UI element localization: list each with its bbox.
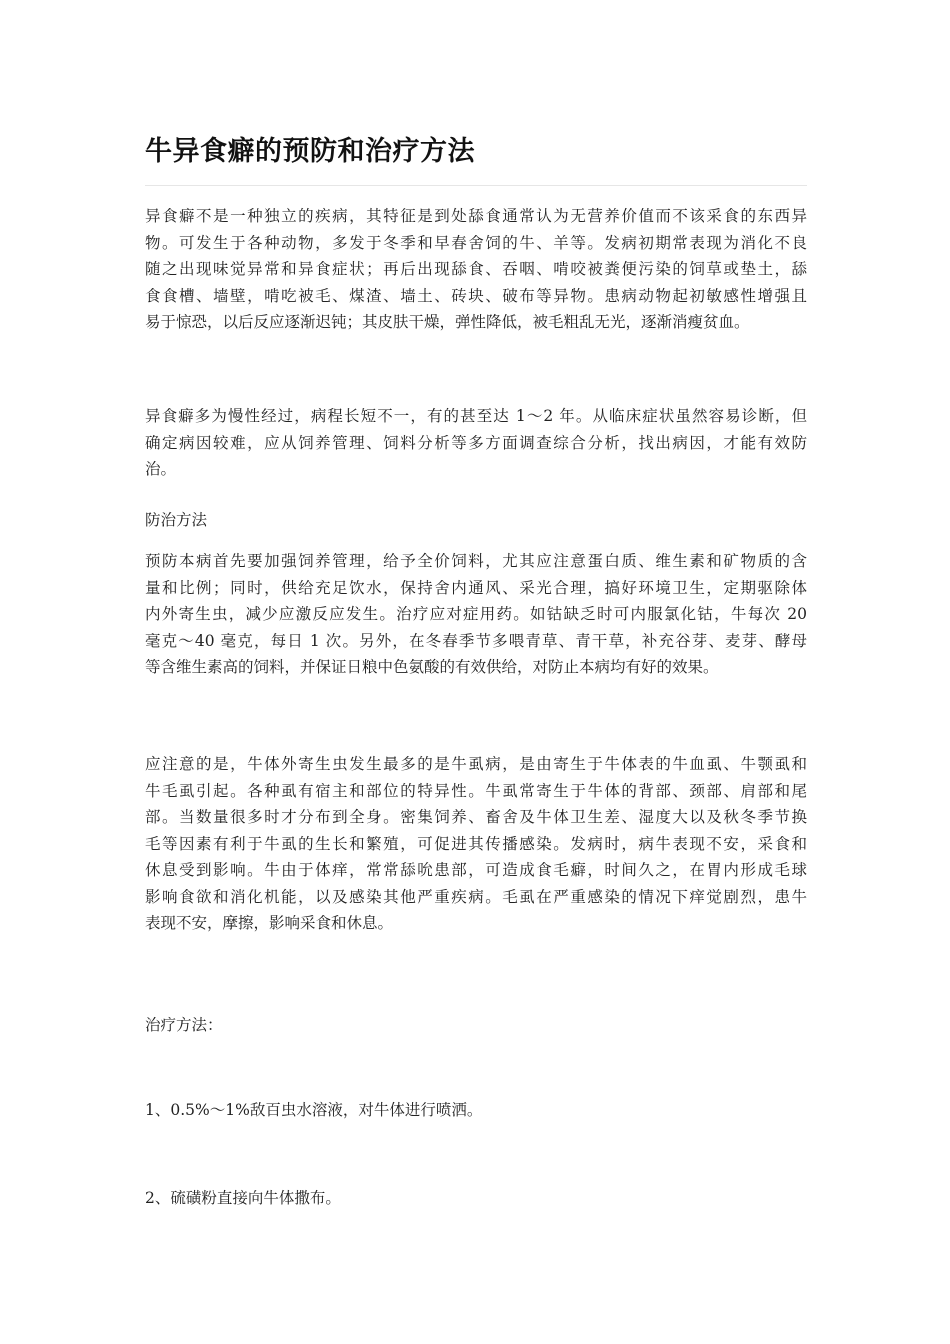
article-title: 牛异食癖的预防和治疗方法	[145, 136, 475, 167]
text-line: 治。	[145, 460, 177, 478]
text-line: 防治方法	[145, 511, 208, 529]
heading-prevention	[145, 507, 807, 534]
paragraph-prevention	[145, 548, 807, 681]
heading-treatment	[145, 1012, 807, 1039]
paragraph-lice	[145, 751, 807, 937]
text-line: 牛毛虱引起。各种虱有宿主和部位的特异性。牛虱常寄生于牛体的背部、颈部、肩部和尾	[145, 781, 807, 800]
text-line: 毛等因素有利于牛虱的生长和繁殖，可促进其传播感染。发病时，病牛表现不安，采食和	[145, 834, 807, 853]
paragraph-symptoms	[145, 203, 807, 336]
text-line: 食食槽、墙壁，啃吃被毛、煤渣、墙土、砖块、破布等异物。患病动物起初敏感性增强且	[145, 286, 807, 305]
text-line: 易于惊恐，以后反应逐渐迟钝；其皮肤干燥，弹性降低，被毛粗乱无光，逐渐消瘦贫血。	[145, 313, 750, 331]
text-line: 异食癖多为慢性经过，病程长短不一，有的甚至达 1～2 年。从临床症状虽然容易诊断，但	[145, 407, 807, 425]
text-line: 毫克～40 毫克，每日 1 次。另外，在冬春季节多喂青草、青干草，补充谷芽、麦芽、酵母	[145, 631, 807, 650]
treatment-item-2	[145, 1185, 807, 1212]
text-line: 异食癖不是一种独立的疾病，其特征是到处舔食通常认为无营养价值而不该采食的东西异	[145, 207, 807, 225]
text-line: 1、0.5%～1%敌百虫水溶液，对牛体进行喷洒。	[145, 1101, 483, 1119]
text-line: 应注意的是，牛体外寄生虫发生最多的是牛虱病，是由寄生于牛体表的牛血虱、牛颚虱和	[145, 755, 807, 773]
treatment-item-1	[145, 1097, 807, 1124]
text-line: 内外寄生虫，减少应激反应发生。治疗应对症用药。如钴缺乏时可内服氯化钴，牛每次 20	[145, 605, 807, 623]
text-line: 预防本病首先要加强饲养管理，给予全价饲料，尤其应注意蛋白质、维生素和矿物质的含	[145, 552, 807, 570]
text-line: 物。可发生于各种动物，多发于冬季和早春舍饲的牛、羊等。发病初期常表现为消化不良	[145, 233, 807, 252]
text-line: 部。当数量很多时才分布到全身。密集饲养、畜舍及牛体卫生差、湿度大以及秋冬季节换	[145, 808, 807, 826]
paragraph-diagnosis	[145, 403, 807, 483]
text-line: 随之出现味觉异常和异食症状；再后出现舔食、吞咽、啃咬被粪便污染的饲草或垫土，舔	[145, 260, 807, 278]
text-line: 量和比例；同时，供给充足饮水，保持舍内通风、采光合理，搞好环境卫生，定期驱除体	[145, 578, 807, 597]
text-line: 2、硫磺粉直接向牛体撒布。	[145, 1189, 341, 1207]
text-line: 表现不安，摩擦，影响采食和休息。	[145, 914, 394, 932]
text-line: 确定病因较难，应从饲养管理、饲料分析等多方面调查综合分析，找出病因，才能有效防	[145, 433, 807, 452]
text-line: 等含维生素高的饲料，并保证日粮中色氨酸的有效供给，对防止本病均有好的效果。	[145, 658, 719, 676]
text-line: 治疗方法：	[145, 1016, 223, 1034]
text-line: 休息受到影响。牛由于体痒，常常舔吮患部，可造成食毛癖，时间久之，在胃内形成毛球	[145, 861, 807, 879]
text-line: 影响食欲和消化机能，以及感染其他严重疾病。毛虱在严重感染的情况下痒觉剧烈，患牛	[145, 887, 807, 906]
title-divider	[145, 185, 807, 186]
